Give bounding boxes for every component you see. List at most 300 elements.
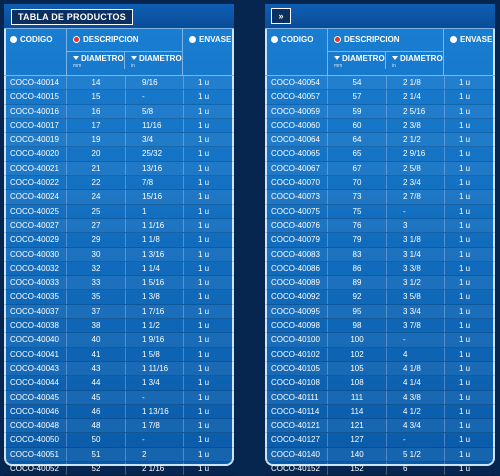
codigo-cell: COCO-40067 <box>271 163 320 173</box>
column-header-codigo[interactable]: CODIGO <box>265 29 328 75</box>
envase-cell: 1 u <box>183 448 234 461</box>
diametro-in-cell: 1 5/8 <box>125 348 183 361</box>
descripcion-header[interactable]: DESCRIPCION <box>67 29 182 52</box>
table-row[interactable] <box>4 205 234 219</box>
table-row[interactable] <box>4 319 234 333</box>
envase-cell: 1 u <box>183 419 234 432</box>
table-row[interactable] <box>4 433 234 447</box>
table-row[interactable] <box>4 391 234 405</box>
codigo-cell: COCO-40040 <box>10 335 59 345</box>
codigo-cell: COCO-40052 <box>10 464 59 474</box>
codigo-cell: COCO-40070 <box>271 178 320 188</box>
table-row[interactable] <box>265 405 495 419</box>
table-row[interactable] <box>265 276 495 290</box>
diametro-mm-cell: 75 <box>327 205 386 218</box>
envase-cell: 1 u <box>183 376 234 389</box>
diametro-in-cell: - <box>125 391 183 404</box>
table-row[interactable] <box>4 162 234 176</box>
envase-cell: 1 u <box>444 405 495 418</box>
codigo-cell: COCO-40098 <box>271 321 320 331</box>
envase-cell: 1 u <box>444 147 495 160</box>
diametro-mm-cell: 29 <box>66 233 125 246</box>
envase-cell: 1 u <box>183 362 234 375</box>
codigo-cell: COCO-40015 <box>10 92 59 102</box>
diametro-in-cell: 3 7/8 <box>386 319 444 332</box>
diametro-in-cell: 1 <box>125 205 183 218</box>
table-row[interactable] <box>4 105 234 119</box>
envase-cell: 1 u <box>444 219 495 232</box>
table-row[interactable] <box>4 333 234 347</box>
codigo-cell: COCO-40021 <box>10 163 59 173</box>
table-row[interactable] <box>4 190 234 204</box>
diametro-mm-cell: 76 <box>327 219 386 232</box>
codigo-cell: COCO-40044 <box>10 378 59 388</box>
diametro-mm-cell: 25 <box>66 205 125 218</box>
table-row[interactable] <box>265 147 495 161</box>
diametro-mm-cell: 17 <box>66 119 125 132</box>
envase-cell: 1 u <box>183 319 234 332</box>
envase-cell: 1 u <box>183 462 234 475</box>
diametro-in-cell: - <box>386 205 444 218</box>
diametro-in-cell: 1 3/16 <box>125 248 183 261</box>
envase-cell: 1 u <box>444 362 495 375</box>
table-row[interactable] <box>4 119 234 133</box>
codigo-cell: COCO-40022 <box>10 178 59 188</box>
column-header-diametro-in[interactable]: DIAMETRO in <box>131 54 182 69</box>
codigo-cell: COCO-40045 <box>10 392 59 402</box>
table-row[interactable] <box>265 391 495 405</box>
codigo-cell: COCO-40079 <box>271 235 320 245</box>
diametro-in-cell: 2 1/2 <box>386 133 444 146</box>
diametro-in-cell: 2 5/8 <box>386 162 444 175</box>
codigo-cell: COCO-40019 <box>10 135 59 145</box>
column-header-envase[interactable]: ENVASE <box>183 29 234 75</box>
table-row[interactable] <box>4 348 234 362</box>
table-row[interactable] <box>4 405 234 419</box>
diametro-in-cell: 2 1/16 <box>125 462 183 475</box>
envase-cell: 1 u <box>183 176 234 189</box>
diametro-mm-cell: 121 <box>327 419 386 432</box>
codigo-cell: COCO-40100 <box>271 335 320 345</box>
envase-cell: 1 u <box>183 333 234 346</box>
diametro-in-cell: 4 3/8 <box>386 391 444 404</box>
radio-icon <box>189 36 196 43</box>
diametro-in-cell: 1 13/16 <box>125 405 183 418</box>
envase-cell: 1 u <box>183 405 234 418</box>
codigo-cell: COCO-40075 <box>271 206 320 216</box>
codigo-cell: COCO-40089 <box>271 278 320 288</box>
envase-cell: 1 u <box>183 105 234 118</box>
sort-arrow-icon <box>334 56 340 60</box>
diametro-in-cell: 1 11/16 <box>125 362 183 375</box>
diametro-in-cell: 1 1/16 <box>125 219 183 232</box>
diametro-in-cell: 1 1/2 <box>125 319 183 332</box>
diametro-in-cell: 1 3/4 <box>125 376 183 389</box>
codigo-cell: COCO-40030 <box>10 249 59 259</box>
diametro-mm-cell: 54 <box>327 76 386 89</box>
diametro-in-cell: 2 1/4 <box>386 90 444 103</box>
products-table-panel-right <box>265 4 495 474</box>
panel-titlebar <box>265 4 495 29</box>
column-header-descripcion <box>328 29 444 75</box>
diametro-mm-cell: 111 <box>327 391 386 404</box>
codigo-cell: COCO-40017 <box>10 120 59 130</box>
column-header-codigo[interactable]: CODIGO <box>4 29 67 75</box>
diametro-mm-cell: 127 <box>327 433 386 446</box>
diametro-in-cell: - <box>386 433 444 446</box>
codigo-cell: COCO-40041 <box>10 349 59 359</box>
table-row[interactable] <box>265 319 495 333</box>
table-row[interactable] <box>265 233 495 247</box>
codigo-cell: COCO-40029 <box>10 235 59 245</box>
table-row[interactable] <box>4 233 234 247</box>
diametro-mm-cell: 70 <box>327 176 386 189</box>
diametro-mm-cell: 79 <box>327 233 386 246</box>
diametro-in-cell: 4 <box>386 348 444 361</box>
diametro-mm-cell: 52 <box>66 462 125 475</box>
envase-cell: 1 u <box>444 419 495 432</box>
table-row[interactable] <box>4 133 234 147</box>
diametro-mm-cell: 40 <box>66 333 125 346</box>
diametro-mm-cell: 38 <box>66 319 125 332</box>
diametro-mm-cell: 24 <box>66 190 125 203</box>
diametro-mm-cell: 83 <box>327 248 386 261</box>
products-table-panel-left <box>4 4 234 474</box>
codigo-cell: COCO-40092 <box>271 292 320 302</box>
diametro-mm-cell: 22 <box>66 176 125 189</box>
diametro-in-cell: 3 <box>386 219 444 232</box>
diametro-in-cell: 1 1/8 <box>125 233 183 246</box>
diametro-mm-cell: 100 <box>327 333 386 346</box>
diametro-mm-cell: 41 <box>66 348 125 361</box>
table-row[interactable] <box>4 176 234 190</box>
diametro-mm-cell: 57 <box>327 90 386 103</box>
diametro-in-cell: 2 9/16 <box>386 147 444 160</box>
envase-cell: 1 u <box>444 462 495 475</box>
envase-cell: 1 u <box>183 205 234 218</box>
diametro-in-cell: 3 3/8 <box>386 262 444 275</box>
diametro-mm-cell: 15 <box>66 90 125 103</box>
diametro-mm-cell: 48 <box>66 419 125 432</box>
codigo-cell: COCO-40064 <box>271 135 320 145</box>
diametro-in-cell: 2 1/8 <box>386 76 444 89</box>
codigo-cell: COCO-40054 <box>271 78 320 87</box>
diametro-mm-cell: 140 <box>327 448 386 461</box>
table-row[interactable] <box>4 462 234 476</box>
diametro-mm-cell: 59 <box>327 105 386 118</box>
envase-cell: 1 u <box>444 305 495 318</box>
diametro-in-cell: 1 7/16 <box>125 305 183 318</box>
table-header <box>265 29 495 76</box>
diametro-mm-cell: 14 <box>66 76 125 89</box>
table-row[interactable] <box>4 248 234 262</box>
diametro-in-cell: 4 1/4 <box>386 376 444 389</box>
table-row[interactable] <box>4 276 234 290</box>
table-row[interactable] <box>4 147 234 161</box>
diametro-mm-cell: 45 <box>66 391 125 404</box>
envase-cell: 1 u <box>444 433 495 446</box>
envase-cell: 1 u <box>444 248 495 261</box>
diametro-mm-cell: 102 <box>327 348 386 361</box>
column-header-descripcion <box>67 29 183 75</box>
envase-cell: 1 u <box>444 119 495 132</box>
codigo-cell: COCO-40086 <box>271 263 320 273</box>
diametro-mm-cell: 89 <box>327 276 386 289</box>
diametro-mm-cell: 20 <box>66 147 125 160</box>
diametro-in-cell: 9/16 <box>125 76 183 89</box>
diametro-mm-cell: 67 <box>327 162 386 175</box>
codigo-cell: COCO-40108 <box>271 378 320 388</box>
codigo-cell: COCO-40057 <box>271 92 320 102</box>
panel-title: TABLA DE PRODUCTOS <box>11 9 133 25</box>
diametro-mm-cell: 43 <box>66 362 125 375</box>
diametro-in-cell: - <box>125 433 183 446</box>
table-row[interactable] <box>4 376 234 390</box>
diametro-in-cell: 2 3/8 <box>386 119 444 132</box>
diametro-in-cell: 4 1/8 <box>386 362 444 375</box>
codigo-cell: COCO-40032 <box>10 263 59 273</box>
diametro-mm-cell: 60 <box>327 119 386 132</box>
table-row[interactable] <box>265 119 495 133</box>
codigo-cell: COCO-40121 <box>271 421 320 431</box>
diametro-mm-cell: 50 <box>66 433 125 446</box>
codigo-cell: COCO-40059 <box>271 106 320 116</box>
diametro-mm-cell: 105 <box>327 362 386 375</box>
codigo-cell: COCO-40024 <box>10 192 59 202</box>
table-row[interactable] <box>4 90 234 104</box>
diametro-mm-cell: 92 <box>327 290 386 303</box>
diametro-in-cell: 2 3/4 <box>386 176 444 189</box>
descripcion-header[interactable]: DESCRIPCION <box>328 29 443 52</box>
envase-cell: 1 u <box>183 133 234 146</box>
codigo-cell: COCO-40065 <box>271 149 320 159</box>
radio-icon <box>271 36 278 43</box>
diametro-in-cell: 5/8 <box>125 105 183 118</box>
envase-cell: 1 u <box>183 248 234 261</box>
diametro-in-cell: 3/4 <box>125 133 183 146</box>
codigo-cell: COCO-40037 <box>10 306 59 316</box>
diametro-in-cell: 2 <box>125 448 183 461</box>
envase-cell: 1 u <box>183 433 234 446</box>
radio-icon <box>10 36 17 43</box>
codigo-cell: COCO-40111 <box>271 392 319 402</box>
envase-cell: 1 u <box>183 162 234 175</box>
envase-cell: 1 u <box>444 448 495 461</box>
diametro-mm-cell: 152 <box>327 462 386 475</box>
table-row[interactable] <box>4 262 234 276</box>
diametro-in-cell: 4 3/4 <box>386 419 444 432</box>
diametro-in-cell: 6 <box>386 462 444 475</box>
diametro-in-cell: 3 3/4 <box>386 305 444 318</box>
column-header-envase[interactable]: ENVASE <box>444 29 495 75</box>
diametro-in-cell: 5 1/2 <box>386 448 444 461</box>
envase-cell: 1 u <box>444 90 495 103</box>
radio-icon <box>450 36 457 43</box>
diametro-mm-cell: 51 <box>66 448 125 461</box>
panel-titlebar <box>4 4 234 29</box>
envase-cell: 1 u <box>183 262 234 275</box>
envase-cell: 1 u <box>444 105 495 118</box>
table-row[interactable] <box>4 219 234 233</box>
radio-selected-icon <box>73 36 80 43</box>
sort-arrow-icon <box>131 56 137 60</box>
diametro-mm-cell: 35 <box>66 290 125 303</box>
codigo-cell: COCO-40027 <box>10 220 59 230</box>
diametro-mm-cell: 37 <box>66 305 125 318</box>
codigo-cell: COCO-40095 <box>271 306 320 316</box>
diametro-mm-cell: 114 <box>327 405 386 418</box>
codigo-cell: COCO-40140 <box>271 449 320 459</box>
diametro-in-cell: 13/16 <box>125 162 183 175</box>
codigo-cell: COCO-40073 <box>271 192 320 202</box>
codigo-cell: COCO-40035 <box>10 292 59 302</box>
codigo-cell: COCO-40127 <box>271 435 320 445</box>
diametro-in-cell: 1 1/4 <box>125 262 183 275</box>
envase-cell: 1 u <box>444 190 495 203</box>
table-row[interactable] <box>4 362 234 376</box>
diametro-in-cell: 11/16 <box>125 119 183 132</box>
table-row[interactable] <box>265 219 495 233</box>
codigo-cell: COCO-40046 <box>10 406 59 416</box>
table-row[interactable] <box>265 176 495 190</box>
table-row[interactable] <box>265 190 495 204</box>
envase-cell: 1 u <box>183 391 234 404</box>
table-row[interactable] <box>265 262 495 276</box>
diametro-in-cell: 1 5/16 <box>125 276 183 289</box>
diametro-in-cell: 3 1/2 <box>386 276 444 289</box>
codigo-cell: COCO-40020 <box>10 149 59 159</box>
envase-cell: 1 u <box>444 133 495 146</box>
envase-cell: 1 u <box>183 233 234 246</box>
table-row[interactable] <box>265 448 495 462</box>
envase-cell: 1 u <box>183 348 234 361</box>
diametro-in-cell: 3 1/4 <box>386 248 444 261</box>
envase-cell: 1 u <box>183 90 234 103</box>
diametro-mm-cell: 16 <box>66 105 125 118</box>
diametro-in-cell: 1 7/8 <box>125 419 183 432</box>
envase-cell: 1 u <box>444 290 495 303</box>
diametro-mm-cell: 65 <box>327 147 386 160</box>
codigo-cell: COCO-40114 <box>271 406 320 416</box>
diametro-mm-cell: 64 <box>327 133 386 146</box>
double-chevron-icon[interactable]: » <box>271 8 291 24</box>
envase-cell: 1 u <box>183 290 234 303</box>
radio-selected-icon <box>334 36 341 43</box>
envase-cell: 1 u <box>444 391 495 404</box>
diametro-mm-cell: 27 <box>66 219 125 232</box>
diametro-mm-cell: 46 <box>66 405 125 418</box>
codigo-cell: COCO-40060 <box>271 120 320 130</box>
table-body <box>4 76 234 476</box>
table-row[interactable] <box>265 290 495 304</box>
envase-cell: 1 u <box>183 305 234 318</box>
diametro-in-cell: 2 7/8 <box>386 190 444 203</box>
codigo-cell: COCO-40043 <box>10 363 59 373</box>
table-row[interactable] <box>4 305 234 319</box>
diametro-in-cell: 3 5/8 <box>386 290 444 303</box>
codigo-cell: COCO-40016 <box>10 106 59 116</box>
codigo-cell: COCO-40076 <box>271 220 320 230</box>
column-header-diametro-mm[interactable]: DIAMETRO mm <box>328 52 386 69</box>
codigo-cell: COCO-40033 <box>10 278 59 288</box>
table-header <box>4 29 234 76</box>
table-row[interactable] <box>265 348 495 362</box>
codigo-cell: COCO-40083 <box>271 249 320 259</box>
envase-cell: 1 u <box>444 162 495 175</box>
table-row[interactable] <box>4 419 234 433</box>
sort-arrow-icon <box>73 56 79 60</box>
column-header-diametro-mm[interactable]: DIAMETRO mm <box>67 52 125 69</box>
table-row[interactable] <box>265 362 495 376</box>
table-row[interactable] <box>265 105 495 119</box>
envase-cell: 1 u <box>444 76 495 89</box>
codigo-cell: COCO-40105 <box>271 363 320 373</box>
diametro-mm-cell: 108 <box>327 376 386 389</box>
diametro-in-cell: 15/16 <box>125 190 183 203</box>
diametro-in-cell: 4 1/2 <box>386 405 444 418</box>
column-header-diametro-in[interactable]: DIAMETRO in <box>392 54 443 69</box>
envase-cell: 1 u <box>444 176 495 189</box>
table-row[interactable] <box>4 448 234 462</box>
envase-cell: 1 u <box>183 76 234 89</box>
table-row[interactable] <box>265 162 495 176</box>
table-row[interactable] <box>265 333 495 347</box>
table-row[interactable] <box>265 462 495 476</box>
table-row[interactable] <box>265 433 495 447</box>
table-row[interactable] <box>265 419 495 433</box>
codigo-cell: COCO-40102 <box>271 349 320 359</box>
diametro-in-cell: 3 1/8 <box>386 233 444 246</box>
codigo-cell: COCO-40050 <box>10 435 59 445</box>
table-row[interactable] <box>265 205 495 219</box>
codigo-cell: COCO-40152 <box>271 464 320 474</box>
diametro-in-cell: - <box>125 90 183 103</box>
envase-cell: 1 u <box>444 262 495 275</box>
diametro-in-cell: 2 5/16 <box>386 105 444 118</box>
codigo-cell: COCO-40038 <box>10 321 59 331</box>
table-row[interactable] <box>265 76 495 90</box>
table-row[interactable] <box>265 133 495 147</box>
table-row[interactable] <box>265 305 495 319</box>
diametro-mm-cell: 95 <box>327 305 386 318</box>
table-row[interactable] <box>4 290 234 304</box>
codigo-cell: COCO-40048 <box>10 421 59 431</box>
envase-cell: 1 u <box>183 119 234 132</box>
diametro-in-cell: 25/32 <box>125 147 183 160</box>
table-row[interactable] <box>265 248 495 262</box>
envase-cell: 1 u <box>444 319 495 332</box>
table-body <box>265 76 495 476</box>
envase-cell: 1 u <box>183 190 234 203</box>
envase-cell: 1 u <box>444 233 495 246</box>
codigo-cell: COCO-40051 <box>10 449 59 459</box>
table-row[interactable] <box>265 90 495 104</box>
diametro-mm-cell: 86 <box>327 262 386 275</box>
diametro-mm-cell: 32 <box>66 262 125 275</box>
envase-cell: 1 u <box>183 219 234 232</box>
diametro-mm-cell: 30 <box>66 248 125 261</box>
diametro-in-cell: 7/8 <box>125 176 183 189</box>
diametro-mm-cell: 21 <box>66 162 125 175</box>
diametro-mm-cell: 19 <box>66 133 125 146</box>
table-row[interactable] <box>265 376 495 390</box>
envase-cell: 1 u <box>183 276 234 289</box>
diametro-mm-cell: 44 <box>66 376 125 389</box>
diametro-in-cell: - <box>386 333 444 346</box>
table-row[interactable] <box>4 76 234 90</box>
diametro-in-cell: 1 9/16 <box>125 333 183 346</box>
sort-arrow-icon <box>392 56 398 60</box>
